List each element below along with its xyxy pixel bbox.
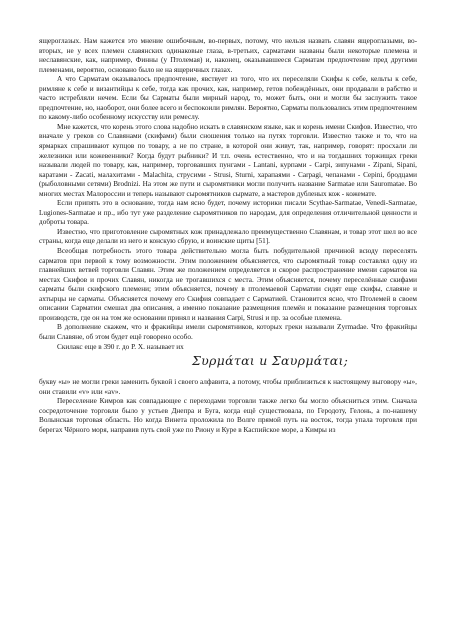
- paragraph: Переселение Кимров как совпадающее с переходами торговли также легко бы могло объясниться этим. Сначала сосредоточение торговли было у устьев Днепра и Буга, когда ещё существовала, по Геродоту, Гелонь, а по-нашему Волынская торговая область. Но когда Винета проложила по Волге прямой путь на восток, тогда упала торговля при берегах Чёрного моря, направив путь свой уже по Риону и Куре в Каспийское море, а Кимры из: [39, 397, 417, 434]
- paragraph: А что Сарматам оказывалось предпочтение, явствует из того, что их переселяли Скифы к себе, кельты к себе, римляне к себе и византийцы к себе, тогда как прочих, как, например, гетов побеждённых, они продавали в рабство и часто истребляли нечем. Если бы Сарматы были мирный народ, то, может быть, они и могли бы заслужить такое предпочтение, но, наоборот, они более всего и беспокоили римлян. Вероятно, Сарматы пользовались этим предпочтением по какому-либо особенному искусству или ремеслу.: [39, 75, 417, 122]
- paragraph: Известно, что приготовление сыромятных кож принадлежало преимущественно Славянам, и товар этот шел во все страны, когда еще делали из него и конскую сбрую, и воинские щиты [51].: [39, 227, 417, 246]
- paragraph: Если припять это в основание, тогда нам ясно будет, почему историки писали Scythae-Sarmatae, Venedi-Sarmatae, Lugiones-Sarmatae и пр., ибо тут уже разделение сыромятников по народам, для определения отличительной ценности и доброты товара.: [39, 199, 417, 227]
- paragraphs-bottom: [39, 378, 417, 435]
- paragraph: Всеобщая потребность этого товара действительно могла быть побудительной причиной всюду переселять сарматов при первой к тому возможности. Этим положением объясняется, что сыромятный товар составлял одну из главнейших ветвей торговли Славян. Этим же положением определяется и скорое распространение имени сарматов на местах Скифов и прочих Славян, никогда не трогавшихся с места. Этим объясняется, почему переселённые скифами сарматы были скифского племени; этим объясняется, почему в птолемаевой Сарматии сидят еще скифы, славяне и ахтырцы не сарматы. Объясняется почему его Скифия совпадает с Сарматией. Становится ясно, что Птолемей в своем описании Сарматии смешал два описания, а именно показание размещения племён и показание размещения торговых производств, где он на том же основании принял и названия Carpi, Strusi и пр. за особые племена.: [39, 247, 417, 322]
- body-text: [39, 37, 417, 435]
- paragraph: букву «ы» не могли греки заменить буквой i своего алфавита, а потому, чтобы приблизиться к настоящему выговору «ы», они ставили «v» или «av».: [39, 378, 417, 396]
- paragraph: ящерoглазых. Нам кажется это мнение ошибочным, во-первых, потому, что нельзя назвать славян ящероглазыми, во-вторых, не у всех племен славянских одинаковые глаза, в-третьих, сарматами названы были некоторые племена и неславянские, как, например, Финны (у Птолемая) и, наконец, оказывавшееся Сарматам предпочтение пред другими племенами, вероятно, основано было не на ящеричных глазах.: [39, 37, 417, 74]
- paragraphs-top: [39, 37, 417, 352]
- paragraph: Мне кажется, что корень этого слова надобно искать в славянском языке, как и корень имени Скифов. Известно, что вначале у греков со Славянами (скифами) были сношения только на путях торговли. Известно также и то, что на ярмарках спрашивают купцов по товару, а не по стране, в которой они живут, так, например, говорят: просхали ли железники или кожевенники? Когда будут рыбники? И т.п. очень естественно, что и на тогдашних торжищах греки называли людей по товару, как, например, торговавших пунгами - Lantani, курпами - Carpi, зипунами - Zipani, Sipani, каратами - Zacati, малахитами - Malachita, струсими - Strusi, Sturni, харапаями - Carpagi, чепанами - Cepini, бродцами (рыболовными сетями) Brodnizi. На этом же пути и сыромятники могли получить название Sarmatae или Sauromatae. Во многих местах Малороссии и теперь называют сыромятников сырмате, а мастеров дубленых кож - кожемате.: [39, 122, 417, 198]
- greek-quote-row: [39, 352, 417, 378]
- paragraph: В дополнение скажем, что и фракийцы имели сыромятников, которых греки называли Zyrmadae. Что фракийцы были Славяне, об этом будет ещё говорено особо.: [39, 323, 417, 341]
- greek-quote: Συρμάται и Σαυρμάται;: [192, 353, 349, 369]
- paragraph: Скилакс еще в 390 г. до Р. Х. называет их: [57, 342, 184, 351]
